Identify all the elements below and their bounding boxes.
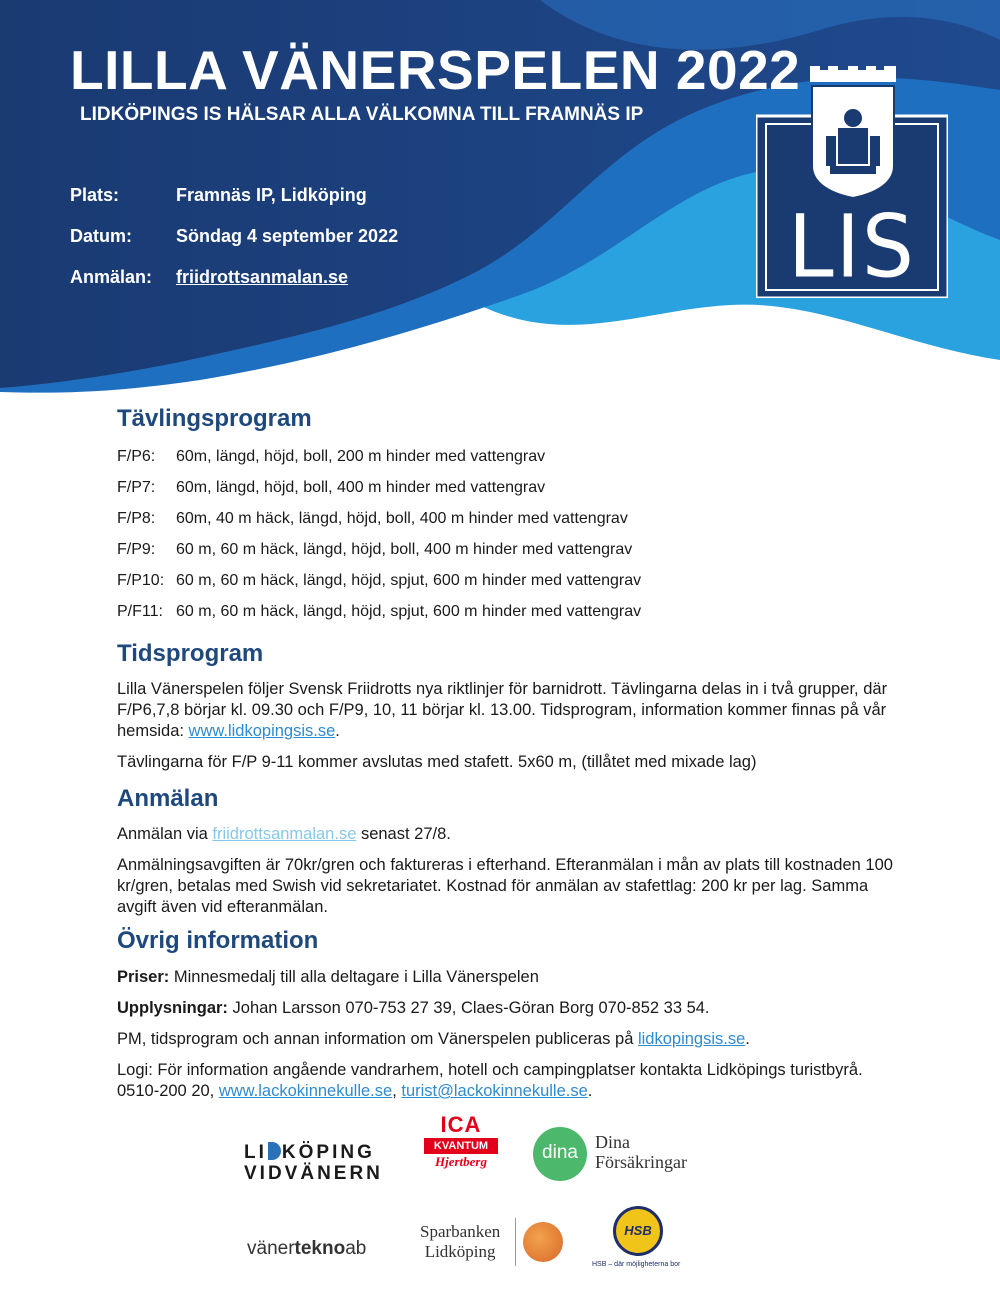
section-heading: Anmälan: [117, 785, 219, 812]
separator: ,: [392, 1082, 402, 1100]
class-code: P/F11:: [117, 603, 163, 620]
page-subtitle: LIDKÖPINGS IS HÄLSAR ALLA VÄLKOMNA TILL FRAMNÄS IP: [80, 104, 644, 125]
logo-text: KÖPING: [281, 1142, 375, 1163]
program-row: [117, 540, 917, 560]
sparbanken-lidkoping-text: [420, 1222, 500, 1262]
lidkoping-vid-vanern-logo: [244, 1142, 383, 1184]
program-row: [117, 571, 917, 591]
page-title: LILLA VÄNERSPELEN 2022: [70, 39, 801, 101]
logo-line2: Lidköping: [424, 1242, 496, 1261]
logi-paragraph: [117, 1060, 907, 1102]
hsb-logo: HSB: [613, 1206, 663, 1256]
friidrottsanmalan-link[interactable]: friidrottsanmalan.se: [212, 825, 357, 843]
logo-line2: Försäkringar: [595, 1152, 687, 1172]
stafett-paragraph: Tävlingarna för F/P 9-11 kommer avslutas med stafett. 5x60 m, (tillåtet med mixade lag): [117, 753, 757, 771]
logo-text: LI: [244, 1142, 267, 1163]
priser-label: Priser:: [117, 968, 170, 986]
program-row: [117, 447, 917, 467]
logo-line2: VIDVÄNERN: [244, 1163, 383, 1184]
paragraph-text: senast 27/8.: [356, 825, 451, 843]
info-label: Datum:: [70, 226, 132, 246]
ica-text: ICA: [440, 1112, 482, 1137]
section-tidsprogram: [117, 640, 897, 773]
logo-text: ab: [345, 1238, 367, 1259]
paragraph-end: .: [587, 1082, 593, 1100]
hemsida-link[interactable]: www.lidkopingsis.se: [188, 722, 336, 740]
hsb-tagline: HSB – där möjligheterna bor: [592, 1261, 681, 1268]
info-row-anmalan: [70, 267, 348, 288]
info-value: Framnäs IP, Lidköping: [176, 185, 367, 205]
priser-paragraph: [117, 967, 907, 988]
logo-line1: [244, 1142, 383, 1163]
sponsor-divider: [515, 1218, 516, 1266]
info-row-plats: [70, 185, 367, 206]
emblem-lis-text: LIS: [788, 197, 916, 298]
ica-kvantum-logo: [424, 1112, 498, 1170]
program-row: [117, 478, 917, 498]
kvantum-text: KVANTUM: [424, 1138, 498, 1154]
avgift-paragraph: Anmälningsavgiften är 70kr/gren och faktureras i efterhand. Efteranmälan i mån av plats till kostnaden 100 kr/gren, betalas med Swish vid sekretariatet. Kostnad för anmälan av stafettlag: 200 kr per lag. Samma avgift även vid efteranmälan.: [117, 856, 893, 916]
lis-club-emblem: [756, 66, 948, 298]
dina-logo-circle: dina: [533, 1127, 587, 1181]
logo-line1: Dina: [595, 1132, 630, 1152]
section-tavlingsprogram: [117, 405, 917, 622]
paragraph-end: .: [335, 722, 340, 740]
class-code: F/P7:: [117, 479, 156, 496]
vanerteknoab-logo: [247, 1238, 366, 1260]
class-code: F/P9:: [117, 541, 156, 558]
pm-paragraph: [117, 1029, 907, 1050]
dina-forsakringar-text: [595, 1132, 687, 1172]
logo-text: väner: [247, 1238, 295, 1259]
info-row-datum: [70, 226, 398, 247]
section-anmalan: [117, 785, 897, 918]
anmalan-link[interactable]: friidrottsanmalan.se: [176, 267, 349, 287]
class-code: F/P8:: [117, 510, 156, 527]
class-code: F/P6:: [117, 448, 156, 465]
tidsprogram-paragraph: [117, 679, 897, 742]
class-events: 60 m, 60 m häck, längd, höjd, spjut, 600 m hinder med vattengrav: [176, 572, 642, 589]
class-code: F/P10:: [117, 572, 165, 589]
logo-line1: Sparbanken: [420, 1222, 501, 1241]
class-events: 60 m, 60 m häck, längd, höjd, boll, 400 m hinder med vattengrav: [176, 541, 633, 558]
class-events: 60 m, 60 m häck, längd, höjd, spjut, 600 m hinder med vattengrav: [176, 603, 642, 620]
lidkopingsis-link[interactable]: lidkopingsis.se: [637, 1030, 746, 1048]
info-label: Plats:: [70, 185, 120, 205]
paragraph-text: Logi: För information angående vandrarhem, hotell och campingplatser kontakta Lidköpings turistbyrå. 0510-200 20,: [117, 1061, 863, 1100]
paragraph-text: Lilla Vänerspelen följer Svensk Friidrotts nya riktlinjer för barnidrott. Tävlingarna delas in i två grupper, där F/P6,7,8 börjar kl. 09.30 och F/P9, 10, 11 börjar kl. 13.00. Tidsprogram, information kommer finnas på vår hemsida:: [117, 680, 888, 740]
paragraph-text: Anmälan via: [117, 825, 213, 843]
paragraph-text: PM, tidsprogram och annan information om Vänerspelen publiceras på: [117, 1030, 638, 1048]
upplysningar-text: Johan Larsson 070-753 27 39, Claes-Göran Borg 070-852 33 54.: [227, 999, 710, 1017]
info-value: Söndag 4 september 2022: [176, 226, 399, 246]
priser-text: Minnesmedalj till alla deltagare i Lilla Vänerspelen: [169, 968, 539, 986]
class-events: 60m, 40 m häck, längd, höjd, boll, 400 m hinder med vattengrav: [176, 510, 628, 527]
upplysningar-label: Upplysningar:: [117, 999, 228, 1017]
info-label: Anmälan:: [70, 267, 153, 287]
turist-email-link[interactable]: turist@lackokinnekulle.se: [401, 1082, 588, 1100]
section-ovrig-information: [117, 927, 907, 1102]
section-heading: Tävlingsprogram: [117, 405, 312, 432]
class-events: 60m, längd, höjd, boll, 200 m hinder med vattengrav: [176, 448, 546, 465]
logo-text-bold: tekno: [294, 1238, 346, 1259]
lackokinnekulle-link[interactable]: www.lackokinnekulle.se: [218, 1082, 393, 1100]
class-events: 60m, längd, höjd, boll, 400 m hinder med vattengrav: [176, 479, 546, 496]
program-row: [117, 602, 917, 622]
section-heading: Övrig information: [117, 927, 319, 954]
paragraph-end: .: [745, 1030, 750, 1048]
section-heading: Tidsprogram: [117, 640, 264, 667]
anmalan-paragraph: [117, 824, 897, 845]
sparbanken-tree-icon: [523, 1222, 563, 1262]
hjertberg-text: Hjertberg: [435, 1154, 487, 1169]
program-row: [117, 509, 917, 529]
sail-mark-icon: [268, 1142, 281, 1160]
upplysningar-paragraph: [117, 998, 907, 1019]
